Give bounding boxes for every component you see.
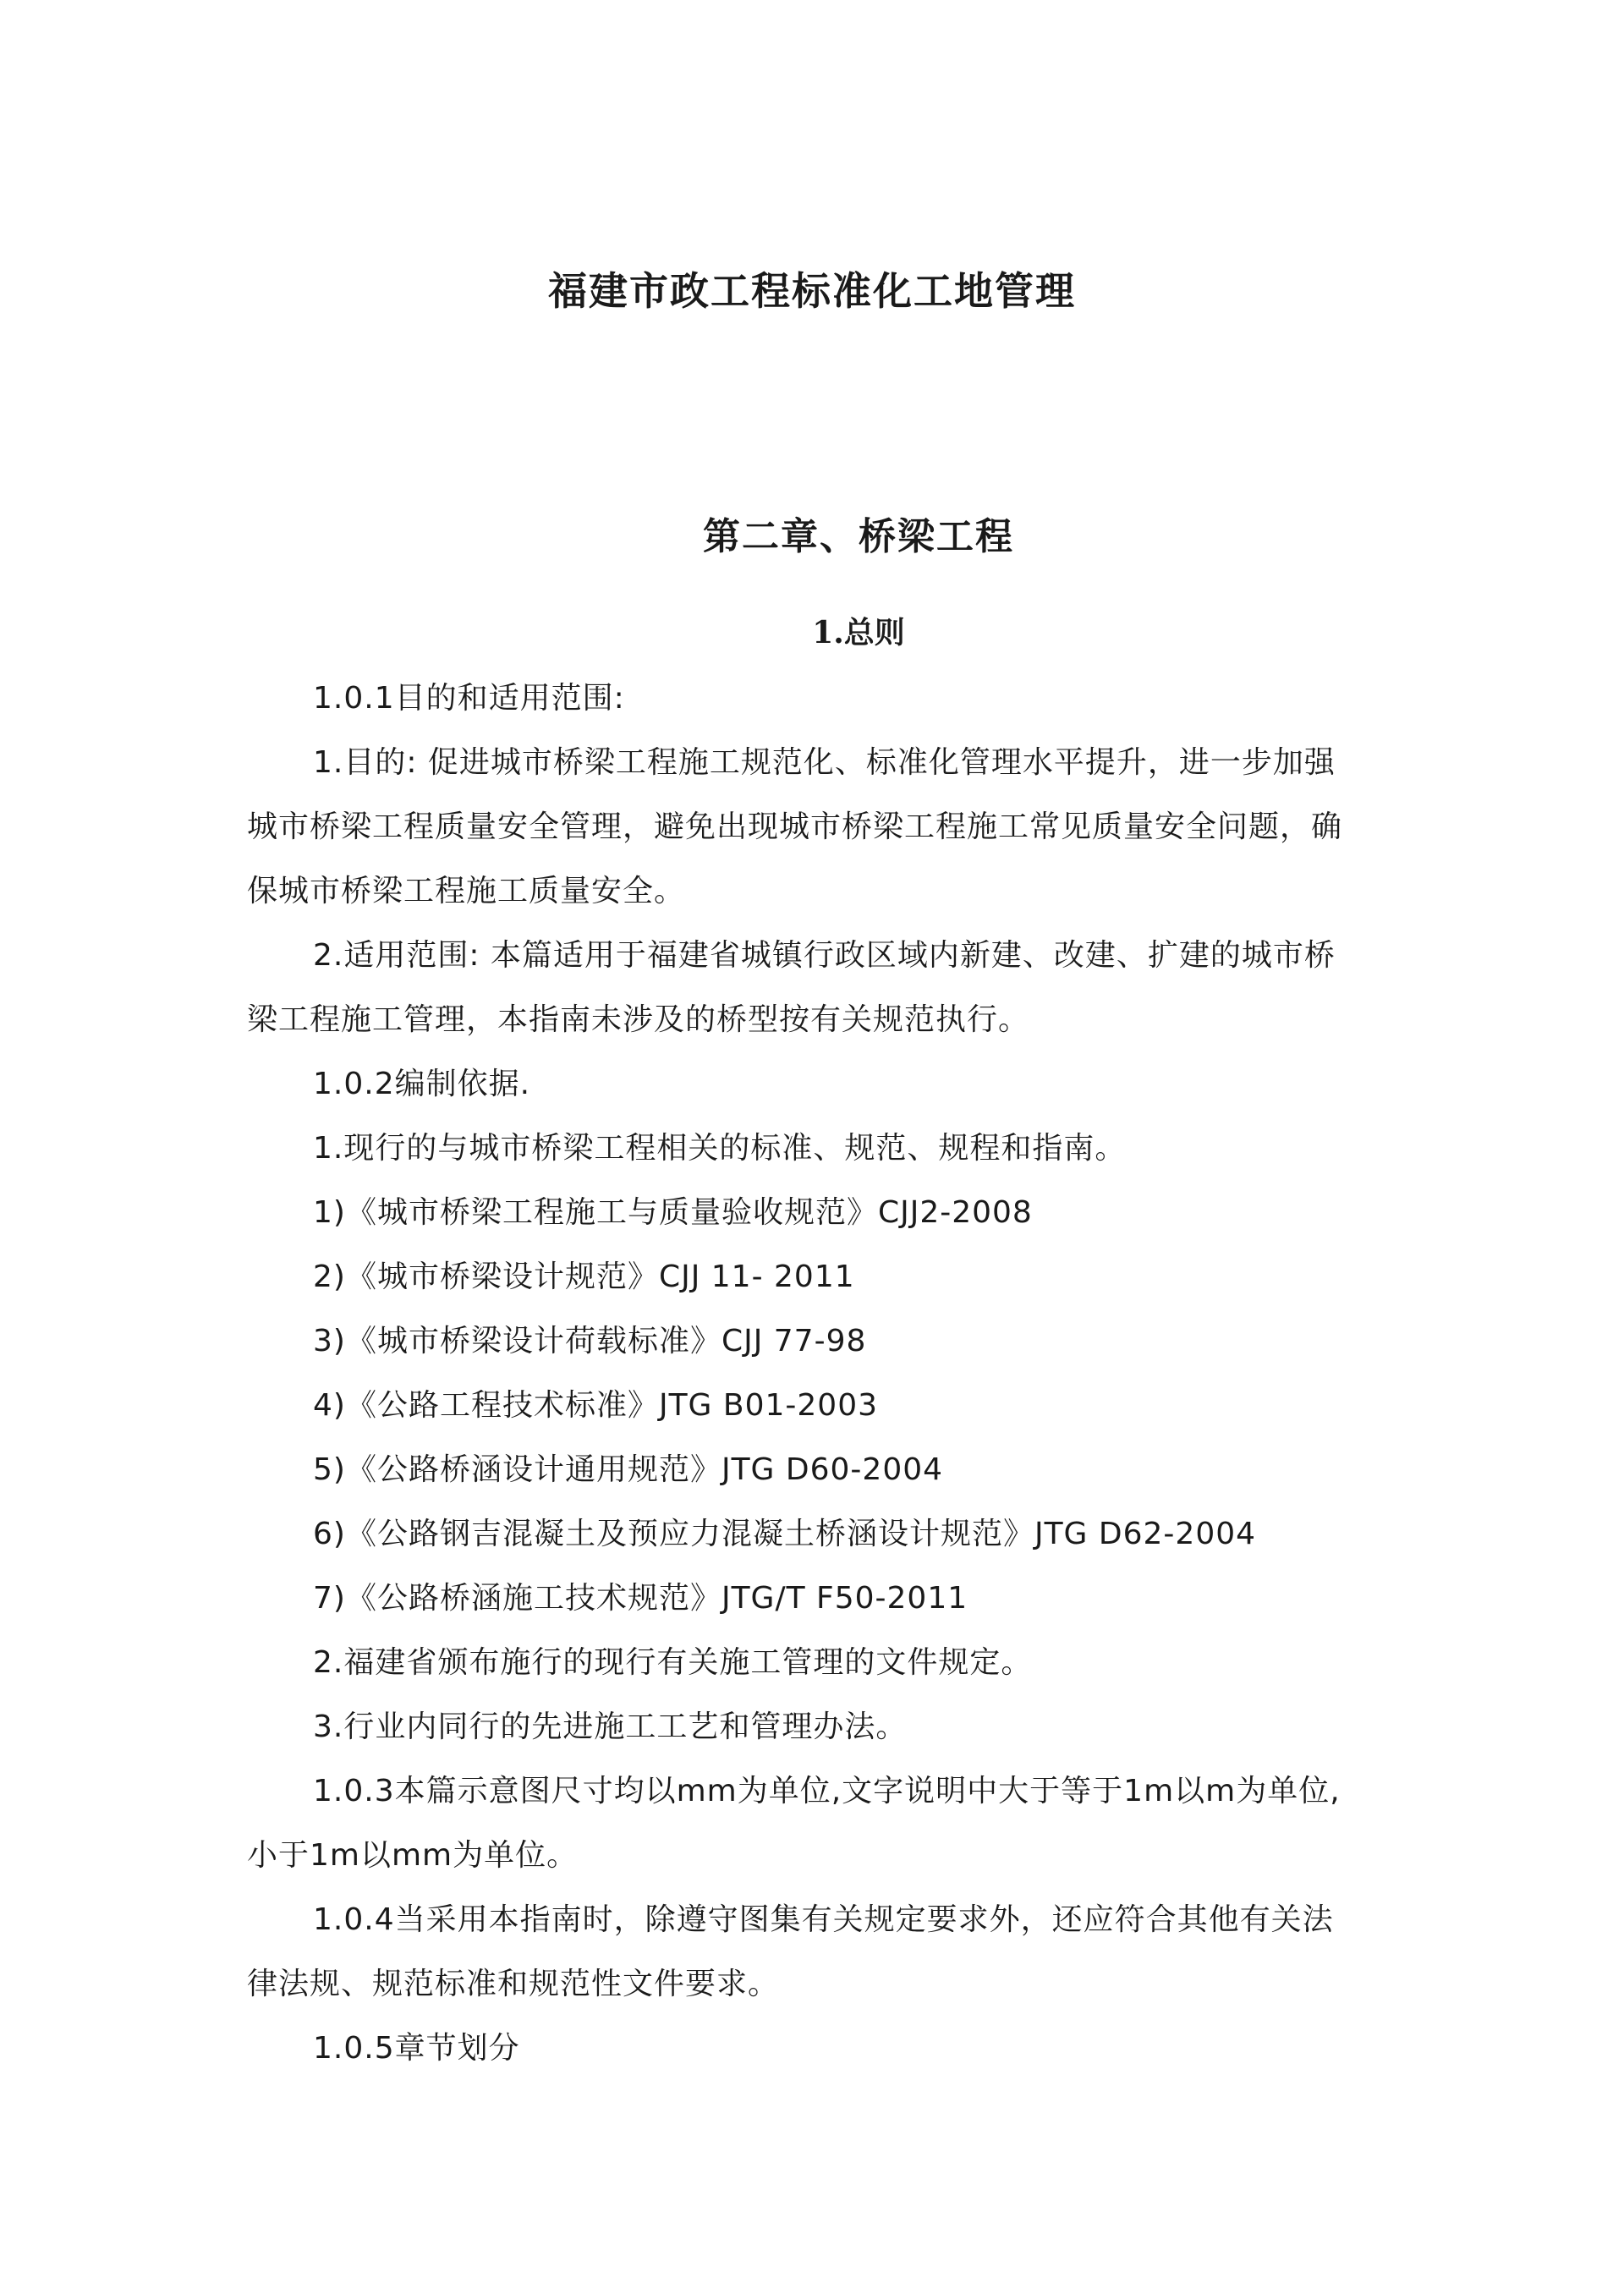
- scope-paragraph-line: 梁工程施工管理，本指南未涉及的桥型按有关规范执行。: [247, 1002, 1030, 1037]
- standard-list-item: 6)《公路钢吉混凝土及预应力混凝土桥涵设计规范》JTG D62-2004: [313, 1517, 1257, 1551]
- document-title: 福建市政工程标准化工地管理: [548, 268, 1076, 314]
- purpose-paragraph-line: 保城市桥梁工程施工质量安全。: [247, 874, 686, 908]
- chapter-title: 第二章、桥梁工程: [703, 515, 1014, 558]
- basis-item: 1.现行的与城市桥梁工程相关的标准、规范、规程和指南。: [313, 1131, 1127, 1166]
- standard-list-item: 4)《公路工程技术标准》JTG B01-2003: [313, 1388, 879, 1423]
- standard-list-item: 3)《城市桥梁设计荷载标准》CJJ 77-98: [313, 1324, 867, 1358]
- clause-1-0-3-line: 1.0.3本篇示意图尺寸均以mm为单位,文字说明中大于等于1m以m为单位,: [313, 1774, 1341, 1808]
- standard-list-item: 2)《城市桥梁设计规范》CJJ 11- 2011: [313, 1260, 855, 1294]
- basis-item: 2.福建省颁布施行的现行有关施工管理的文件规定。: [313, 1645, 1033, 1680]
- standard-list-item: 5)《公路桥涵设计通用规范》JTG D60-2004: [313, 1452, 944, 1487]
- clause-1-0-1: 1.0.1目的和适用范围:: [313, 681, 625, 716]
- clause-1-0-4-line: 1.0.4当采用本指南时，除遵守图集有关规定要求外，还应符合其他有关法: [313, 1902, 1334, 1937]
- purpose-paragraph-line: 1.目的: 促进城市桥梁工程施工规范化、标准化管理水平提升，进一步加强: [313, 745, 1336, 780]
- clause-1-0-2: 1.0.2编制依据.: [313, 1067, 531, 1101]
- document-body: [247, 667, 1389, 2081]
- purpose-paragraph-line: 城市桥梁工程质量安全管理，避免出现城市桥梁工程施工常见质量安全问题，确: [247, 809, 1343, 844]
- section-title: 1.总则: [812, 615, 905, 650]
- clause-1-0-5: 1.0.5章节划分: [313, 2031, 520, 2066]
- clause-1-0-4-line: 律法规、规范标准和规范性文件要求。: [247, 1967, 780, 2001]
- standard-list-item: 7)《公路桥涵施工技术规范》JTG/T F50-2011: [313, 1581, 968, 1616]
- scope-paragraph-line: 2.适用范围: 本篇适用于福建省城镇行政区域内新建、改建、扩建的城市桥: [313, 938, 1336, 973]
- basis-item: 3.行业内同行的先进施工工艺和管理办法。: [313, 1710, 908, 1744]
- clause-1-0-3-line: 小于1m以mm为单位。: [247, 1838, 579, 1873]
- standard-list-item: 1)《城市桥梁工程施工与质量验收规范》CJJ2-2008: [313, 1195, 1033, 1230]
